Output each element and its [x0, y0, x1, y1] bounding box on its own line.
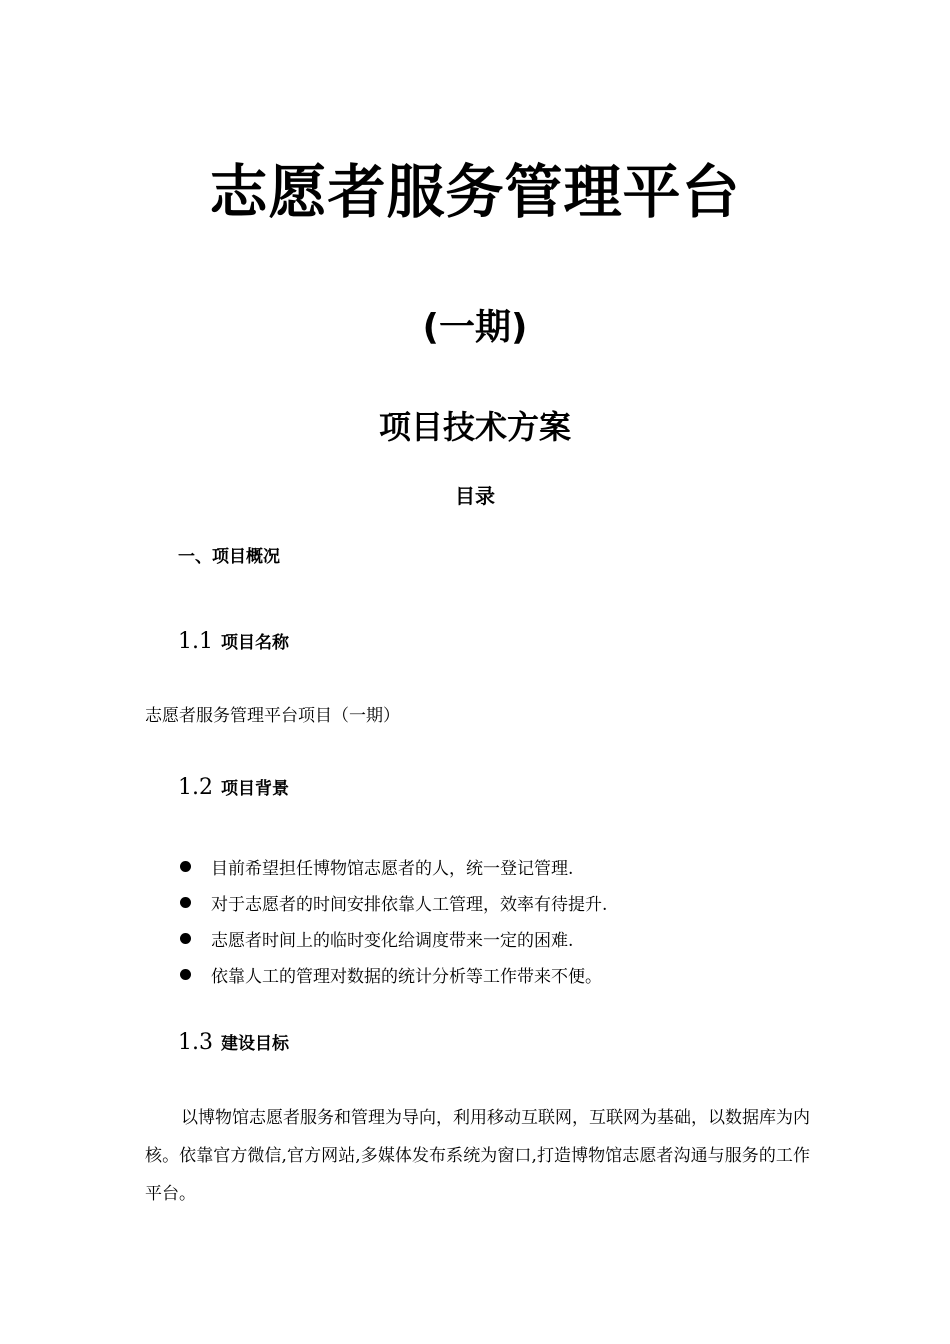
subheading-number: 1.1: [178, 629, 213, 654]
document-subtitle: 项目技术方案: [378, 408, 571, 446]
goal-paragraph: 以博物馆志愿者服务和管理为导向，利用移动互联网，互联网为基础，以数据库为内核。依靠官方微信,官方网站,多媒体发布系统为窗口,打造博物馆志愿者沟通与服务的工作平台。: [145, 1108, 810, 1204]
document-phase: (一期): [422, 307, 528, 348]
subheading-title: 项目名称: [221, 633, 289, 653]
list-item-text: 对于志愿者的时间安排依靠人工管理，效率有待提升.: [211, 894, 608, 915]
subheading-title: 项目背景: [221, 779, 289, 799]
toc-title: 目录: [455, 484, 495, 508]
bullet-icon: [180, 897, 191, 908]
list-item-text: 目前希望担任博物馆志愿者的人，统一登记管理.: [211, 858, 574, 879]
list-item-text: 依靠人工的管理对数据的统计分析等工作带来不便。: [211, 966, 602, 987]
subheading-1-3: [178, 1027, 289, 1060]
subheading-1-2: [178, 772, 289, 805]
background-bullet-list: [178, 848, 607, 992]
subheading-title: 建设目标: [221, 1034, 289, 1054]
subheading-number: 1.3: [178, 1030, 213, 1055]
bullet-icon: [180, 969, 191, 980]
subheading-number: 1.2: [178, 775, 213, 800]
list-item: [178, 848, 607, 884]
subheading-1-1: [178, 626, 289, 659]
list-item: [178, 956, 607, 992]
bullet-icon: [180, 861, 191, 872]
list-item-text: 志愿者时间上的临时变化给调度带来一定的困难.: [211, 930, 574, 951]
section-heading: 一、项目概况: [178, 547, 280, 567]
document-title: 志愿者服务管理平台: [209, 158, 741, 226]
project-name-text: 志愿者服务管理平台项目（一期）: [145, 706, 400, 726]
list-item: [178, 920, 607, 956]
bullet-icon: [180, 933, 191, 944]
list-item: [178, 884, 607, 920]
